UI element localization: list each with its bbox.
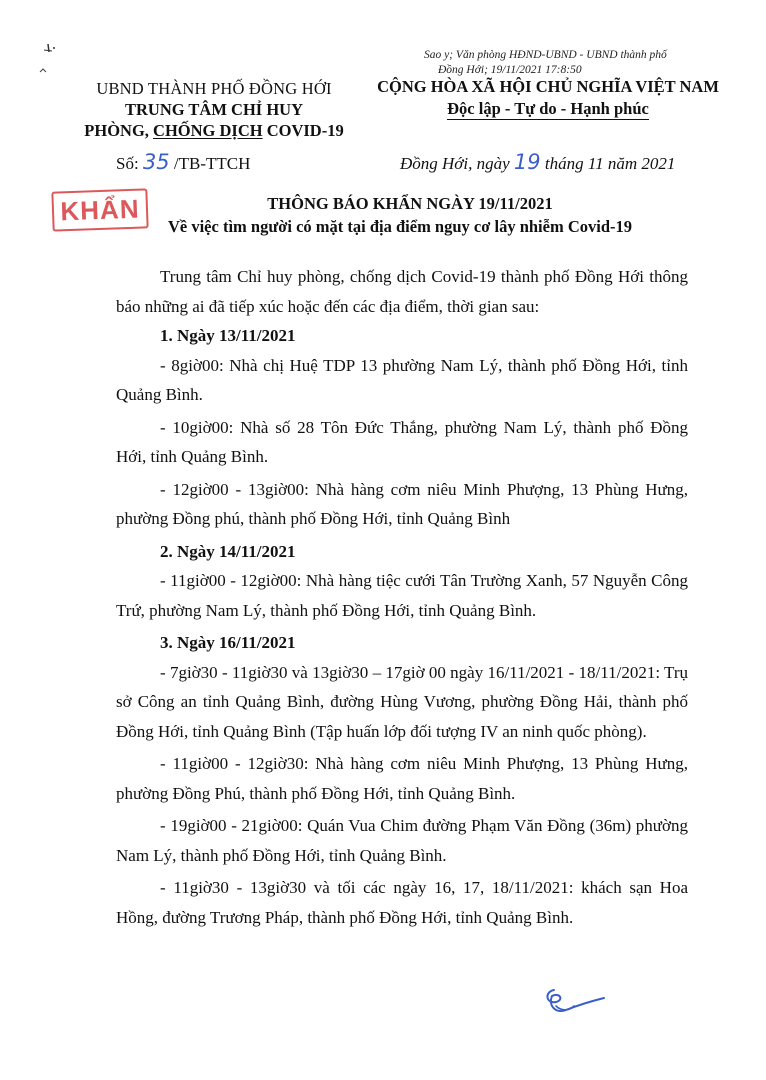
section-heading-3: 3. Ngày 16/11/2021 — [160, 633, 296, 652]
list-item: - 19giờ00 - 21giờ00: Quán Vua Chim đường Phạm Văn Đồng (36m) phường Nam Lý, thành phố Đồng Hới, tỉnh Quảng Bình. — [116, 816, 688, 865]
copy-note-line-2: Đồng Hới; 19/11/2021 17:8:50 — [438, 64, 582, 76]
section-heading-1: 1. Ngày 13/11/2021 — [160, 326, 296, 345]
intro-paragraph: Trung tâm Chỉ huy phòng, chống dịch Covid-19 thành phố Đồng Hới thông báo những ai đã tiếp xúc hoặc đến các địa điểm, thời gian sau: — [116, 267, 688, 316]
list-item: - 11giờ00 - 12giờ00: Nhà hàng tiệc cưới Tân Trường Xanh, 57 Nguyễn Công Trứ, phường Nam Lý, thành phố Đồng Hới, tỉnh Quảng Bình. — [116, 571, 688, 620]
handwritten-signature — [540, 980, 610, 1020]
national-motto: Độc lập - Tự do - Hạnh phúc — [447, 99, 649, 118]
agency-name-line-2: PHÒNG, CHỐNG DỊCH COVID-19 — [84, 121, 344, 140]
issuing-agency-header — [64, 78, 364, 141]
country-name: CỘNG HÒA XÃ HỘI CHỦ NGHĨA VIỆT NAM — [377, 77, 719, 96]
copy-certification-note — [424, 48, 667, 78]
national-motto-header — [368, 76, 728, 120]
section-heading-2: 2. Ngày 14/11/2021 — [160, 541, 296, 561]
issue-date: Đồng Hới, ngày 19 tháng 11 năm 2021 — [400, 150, 676, 174]
document-number: Số: 35 /TB-TTCH — [116, 150, 251, 174]
agency-parent: UBND THÀNH PHỐ ĐỒNG HỚI — [96, 79, 332, 98]
list-item: - 10giờ00: Nhà số 28 Tôn Đức Thắng, phường Nam Lý, thành phố Đồng Hới, tỉnh Quảng Bình. — [116, 417, 688, 466]
copy-note-line-1: Sao y; Văn phòng HĐND-UBND - UBND thành phố — [424, 49, 667, 61]
list-item: - 12giờ00 - 13giờ00: Nhà hàng cơm niêu Minh Phượng, 13 Phùng Hưng, phường Đồng phú, thành phố Đồng Hới, tỉnh Quảng Bình — [116, 479, 688, 528]
document-title: THÔNG BÁO KHẨN NGÀY 19/11/2021 — [267, 194, 553, 213]
handwritten-number: 35 — [142, 150, 170, 174]
list-item: - 7giờ30 - 11giờ30 và 13giờ30 – 17giờ 00 ngày 16/11/2021 - 18/11/2021: Trụ sở Công an tỉnh Quảng Bình, đường Hùng Vương, phường Đồng Hải, thành phố Đồng Hới, tỉnh Quảng Bình (Tập huấn lớp đối tượng IV an ninh quốc phòng). — [116, 662, 688, 741]
document-subtitle: Về việc tìm người có mặt tại địa điểm nguy cơ lây nhiễm Covid-19 — [167, 217, 633, 236]
list-item: - 8giờ00: Nhà chị Huệ TDP 13 phường Nam Lý, thành phố Đồng Hới, tỉnh Quảng Bình. — [116, 355, 688, 404]
list-item: - 11giờ00 - 12giờ30: Nhà hàng cơm niêu Minh Phượng, 13 Phùng Hưng, phường Đồng Phú, thành phố Đồng Hới, tỉnh Quảng Bình. — [116, 754, 688, 803]
document-body — [116, 262, 688, 932]
urgent-stamp: KHẨN — [51, 188, 148, 231]
agency-name: TRUNG TÂM CHỈ HUY — [125, 100, 303, 119]
list-item: - 11giờ30 - 13giờ30 và tối các ngày 16, 17, 18/11/2021: khách sạn Hoa Hồng, đường Trương Pháp, thành phố Đồng Hới, tỉnh Quảng Bình. — [116, 878, 688, 927]
handwritten-day: 19 — [513, 150, 541, 174]
